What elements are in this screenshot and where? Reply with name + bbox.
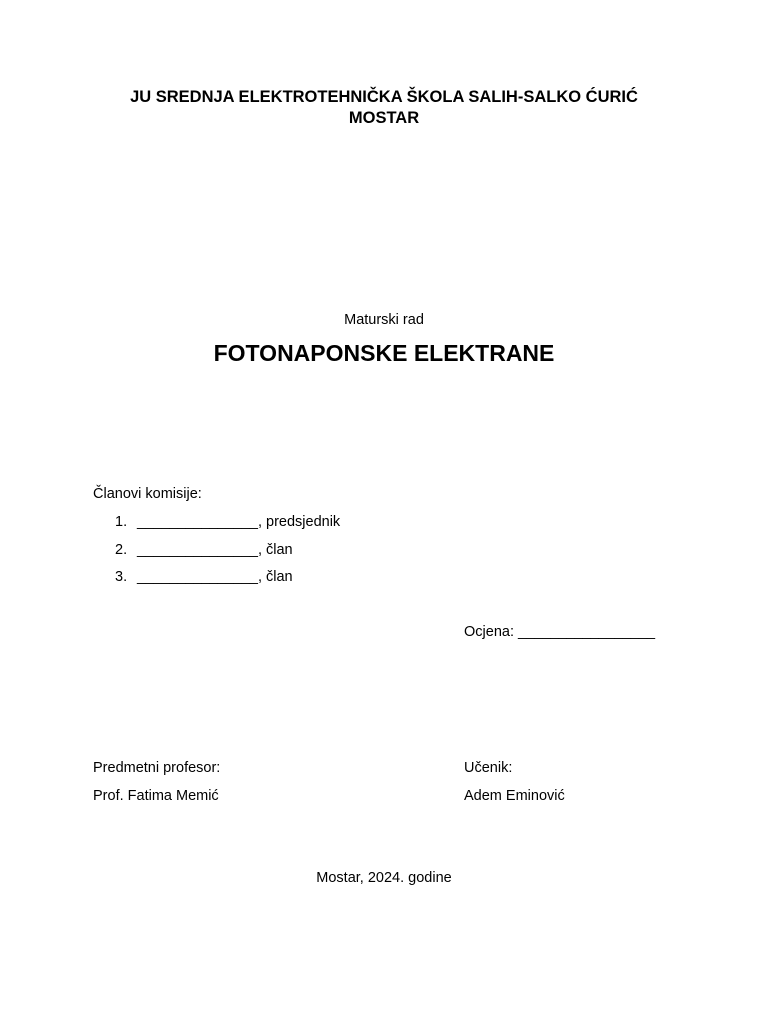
committee-member-1 (115, 513, 340, 531)
committee-member-line: _______________, član (137, 569, 293, 585)
grade-field: Ocjena: _________________ (464, 624, 656, 640)
committee-heading: Članovi komisije: (93, 486, 202, 502)
committee-member-line: _______________, član (137, 542, 293, 558)
professor-name: Prof. Fatima Memić (93, 788, 219, 804)
document-title: FOTONAPONSKE ELEKTRANE (213, 340, 555, 366)
school-city: MOSTAR (348, 109, 420, 127)
school-name: JU SREDNJA ELEKTROTEHNIČKA ŠKOLA SALIH-SALKO ĆURIĆ (130, 88, 638, 106)
student-name: Adem Eminović (464, 788, 565, 804)
student-label: Učenik: (464, 760, 513, 776)
list-number: 1. (115, 514, 128, 530)
document-type: Maturski rad (344, 312, 424, 328)
committee-member-line: _______________, predsjednik (137, 514, 341, 530)
list-number: 2. (115, 542, 128, 558)
list-number: 3. (115, 569, 128, 585)
committee-member-2 (115, 541, 293, 559)
professor-label: Predmetni profesor: (93, 760, 221, 776)
place-and-date: Mostar, 2024. godine (316, 870, 452, 886)
committee-member-3 (115, 568, 293, 586)
